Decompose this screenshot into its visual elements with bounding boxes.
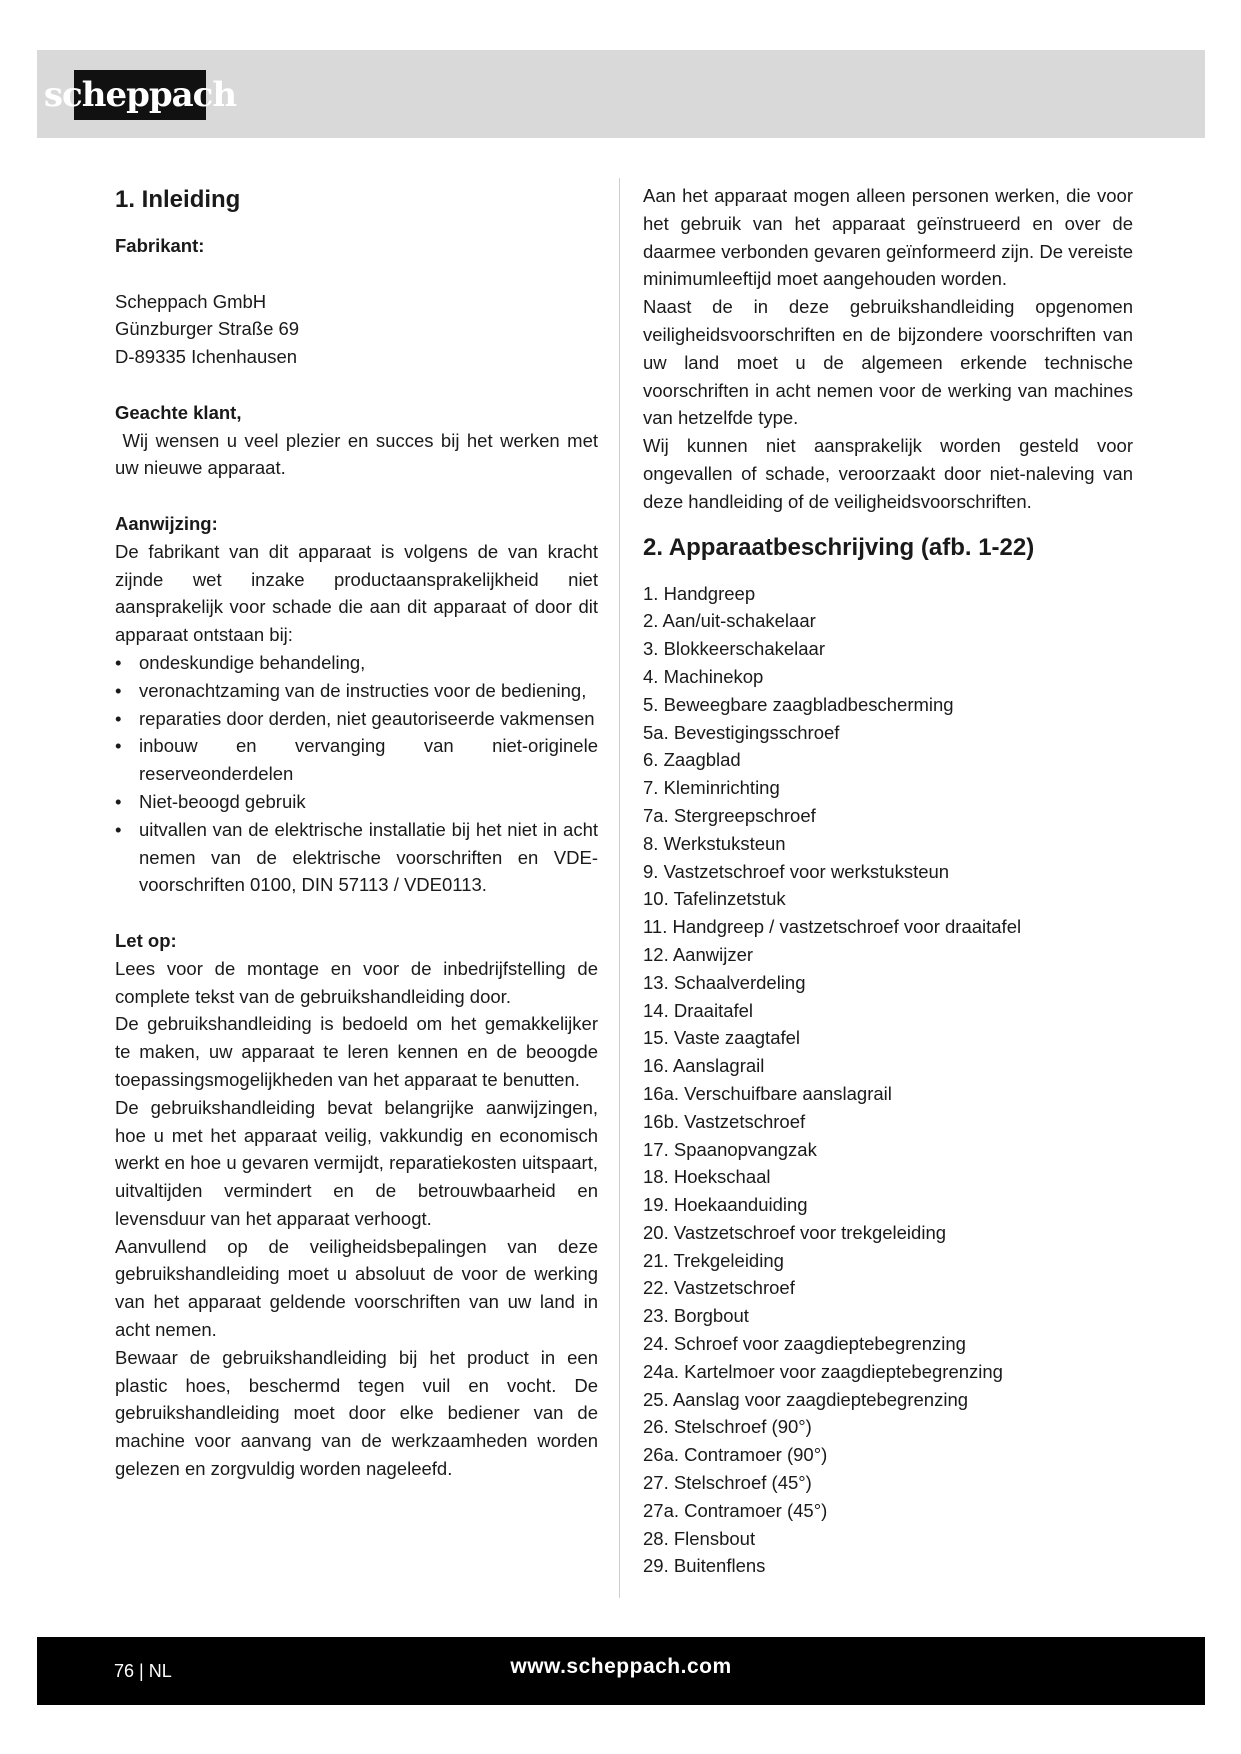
list-item: 16a. Verschuifbare aanslagrail [643, 1082, 892, 1104]
list-item: 12. Aanwijzer [643, 943, 754, 965]
list-item: 5a. Bevestigingsschroef [643, 721, 840, 743]
section-title-introduction: 1. Inleiding [115, 186, 241, 213]
intro-paragraph: Naast de in deze gebruikshandleiding opgenomen veiligheidsvoorschriften en de bijzondere voorschriften van uw land moet u de algemeen erkende technische voorschriften in acht nemen voor de werking van machines van hetzelfde type. [643, 296, 1133, 429]
list-item: 19. Hoekaanduiding [643, 1194, 808, 1216]
attention-paragraph: De gebruikshandleiding bevat belangrijke aanwijzingen, hoe u met het apparaat veilig, vakkundig en economisch werkt en hoe u gevaren vermijdt, reparatiekosten uitspaart, uitvaltijden vermindert en de betrouwbaarheid en levensduur van het apparaat verhoogt. [115, 1096, 598, 1229]
list-item: 27a. Contramoer (45°) [643, 1499, 828, 1521]
column-divider [619, 178, 620, 1598]
list-item: • veronachtzaming van de instructies voor de bediening, [115, 677, 598, 705]
list-item: 21. Trekgeleiding [643, 1249, 784, 1271]
list-item: 25. Aanslag voor zaagdieptebegrenzing [643, 1388, 969, 1410]
list-item: 26a. Contramoer (90°) [643, 1444, 828, 1466]
list-item: 11. Handgreep / vastzetschroef voor draaitafel [643, 916, 1022, 938]
left-column [115, 182, 604, 1483]
address-line: Günzburger Straße 69 [115, 318, 300, 340]
list-item: 20. Vastzetschroef voor trekgeleiding [643, 1221, 947, 1243]
list-item: • inbouw en vervanging van niet-originele reserveonderdelen [115, 732, 598, 788]
list-item: 6. Zaagblad [643, 749, 741, 771]
list-item: 7. Kleminrichting [643, 777, 780, 799]
manufacturer-label: Fabrikant: [115, 235, 205, 256]
list-item: 3. Blokkeerschakelaar [643, 638, 826, 660]
list-item: 7a. Stergreepschroef [643, 804, 816, 826]
list-item: 27. Stelschroef (45°) [643, 1472, 812, 1494]
greeting-title: Geachte klant, [115, 401, 242, 423]
list-item: 15. Vaste zaagtafel [643, 1027, 801, 1049]
section-title-device-description: 2. Apparaatbeschrijving (afb. 1-22) [643, 533, 1035, 561]
list-item: • Niet-beoogd gebruik [115, 788, 598, 816]
list-item: 5. Beweegbare zaagbladbescherming [643, 693, 954, 715]
attention-title: Let op: [115, 929, 177, 951]
list-item: 23. Borgbout [643, 1305, 749, 1327]
list-item: 26. Stelschroef (90°) [643, 1416, 812, 1438]
address-line: D-89335 Ichenhausen [115, 346, 298, 368]
note-title: Aanwijzing: [115, 512, 218, 534]
list-item: 24a. Kartelmoer voor zaagdieptebegrenzing [643, 1360, 1003, 1382]
manufacturer-address [115, 288, 598, 371]
list-item: 4. Machinekop [643, 665, 764, 687]
list-item: 9. Vastzetschroef voor werkstuksteun [643, 860, 950, 882]
intro-paragraph: Aan het apparaat mogen alleen personen werken, die voor het gebruik van het apparaat geïnstrueerd en over de daarmee verbonden gevaren geïnformeerd zijn. De vereiste minimumleeftijd moet aangehouden worden. [643, 185, 1133, 290]
list-item: 16. Aanslagrail [643, 1055, 765, 1077]
list-item: • uitvallen van de elektrische installatie bij het niet in acht nemen van de elektrische voorschriften en VDE-voorschriften 0100, DIN 57113 / VDE0113. [115, 816, 598, 899]
scheppach-logo: scheppach [74, 70, 206, 120]
header-band [37, 50, 1205, 138]
attention-paragraph: Aanvullend op de veiligheidsbepalingen van deze gebruikshandleiding moet u absoluut de voor de werking van het apparaat geldende voorschriften van uw land in acht nemen. [115, 1235, 598, 1341]
list-item: 13. Schaalverdeling [643, 971, 806, 993]
list-item: 22. Vastzetschroef [643, 1277, 795, 1299]
list-item: 1. Handgreep [643, 582, 756, 604]
list-item: 24. Schroef voor zaagdieptebegrenzing [643, 1333, 966, 1355]
list-item: 29. Buitenflens [643, 1555, 766, 1577]
right-column [643, 182, 1133, 1580]
list-item: 28. Flensbout [643, 1527, 756, 1549]
list-item: 18. Hoekschaal [643, 1166, 771, 1188]
greeting-text: Wij wensen u veel plezier en succes bij het werken met uw nieuwe apparaat. [115, 429, 604, 479]
list-item: 17. Spaanopvangzak [643, 1138, 817, 1160]
list-item: 14. Draaitafel [643, 999, 754, 1021]
list-item: 8. Werkstuksteun [643, 832, 786, 854]
website-link[interactable]: www.scheppach.com [510, 1655, 732, 1678]
list-item: 2. Aan/uit-schakelaar [643, 610, 816, 632]
footer-band [37, 1637, 1205, 1705]
list-item: • reparaties door derden, niet geautoriseerde vakmensen [115, 705, 598, 733]
address-line: Scheppach GmbH [115, 290, 267, 312]
attention-paragraph: De gebruikshandleiding is bedoeld om het gemakkelijker te maken, uw apparaat te leren kennen en de beoogde toepassingsmogelijkheden van het apparaat te benutten. [115, 1013, 598, 1090]
attention-paragraph: Lees voor de montage en voor de inbedrijfstelling de complete tekst van de gebruikshandleiding door. [115, 957, 598, 1007]
list-item: 10. Tafelinzetstuk [643, 888, 786, 910]
list-item: 16b. Vastzetschroef [643, 1110, 806, 1132]
note-bullet-list [115, 649, 598, 899]
list-item: • ondeskundige behandeling, [115, 649, 598, 677]
parts-list [643, 580, 1133, 1581]
intro-paragraph: Wij kunnen niet aansprakelijk worden gesteld voor ongevallen of schade, veroorzaakt door niet-naleving van deze handleiding of de veiligheidsvoorschriften. [643, 435, 1133, 512]
attention-paragraph: Bewaar de gebruikshandleiding bij het product in een plastic hoes, beschermd tegen vuil en vocht. De gebruikshandleiding moet door elke bediener van de machine voor aanvang van de werkzaamheden worden gelezen en zorgvuldig worden nageleefd. [115, 1346, 598, 1480]
note-text: De fabrikant van dit apparaat is volgens de van kracht zijnde wet inzake productaansprakelijkheid niet aansprakelijk voor schade die aan dit apparaat of door dit apparaat ontstaan bij: [115, 540, 598, 646]
page-number: 76 | NL [114, 1661, 172, 1681]
